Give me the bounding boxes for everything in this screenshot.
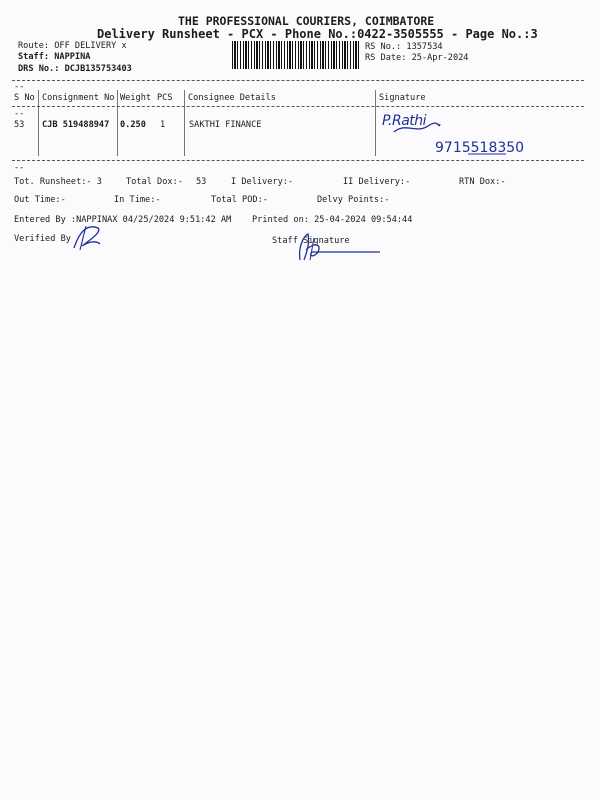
dash-mark: -- [14, 109, 25, 119]
rs-date: RS Date: 25-Apr-2024 [365, 53, 469, 63]
col-header-sno: S No [14, 93, 35, 103]
runsheet-barcode [232, 41, 360, 69]
col-header-consignment: Consignment No [42, 93, 115, 103]
col-header-signature: Signature [379, 93, 426, 103]
divider [12, 106, 584, 107]
col-header-consignee: Consignee Details [188, 93, 276, 103]
entered-by: Entered By :NAPPINAX 04/25/2024 9:51:42 AM [14, 215, 232, 225]
cell-sno: 53 [14, 120, 25, 130]
divider [12, 80, 584, 81]
col-header-weight: Weight [120, 93, 152, 103]
dash-mark: -- [14, 163, 25, 173]
cell-consignee: SAKTHI FINANCE [189, 120, 262, 130]
total-pod: Total POD:- [211, 195, 268, 205]
handwritten-signature: P.Rathi [382, 113, 427, 129]
handwritten-phone: 9715518350 [435, 140, 525, 156]
dash-mark: -- [14, 82, 25, 92]
divider [12, 160, 584, 161]
total-dox-label: Total Dox:- [126, 177, 183, 187]
column-divider [117, 90, 118, 156]
staff-label: Staff: NAPPINA [18, 52, 91, 62]
i-delivery: I Delivery:- [231, 177, 294, 187]
cell-weight: 0.250 [120, 120, 146, 130]
col-header-pcs: PCS [157, 93, 173, 103]
delvy-points: Delvy Points:- [317, 195, 390, 205]
staff-signature-label: Staff Signature [272, 236, 350, 246]
column-divider [38, 90, 39, 156]
cell-pcs: 1 [160, 120, 166, 130]
verified-by-signature [70, 222, 104, 252]
phone-underline [468, 151, 508, 157]
out-time: Out Time:- [14, 195, 66, 205]
verified-by-label: Verified By [14, 234, 71, 244]
route-label: Route: OFF DELIVERY x [18, 41, 127, 51]
total-dox-value: 53 [196, 177, 207, 187]
cell-consignment: CJB 519488947 [42, 120, 110, 130]
column-divider [375, 90, 376, 156]
staff-signature [292, 230, 384, 264]
runsheet-subtitle: Delivery Runsheet - PCX - Phone No.:0422-3505555 - Page No.:3 [97, 27, 538, 41]
tot-runsheet: Tot. Runsheet:- 3 [14, 177, 102, 187]
signature-flourish [392, 120, 442, 136]
in-time: In Time:- [114, 195, 161, 205]
ii-delivery: II Delivery:- [343, 177, 411, 187]
rs-number: RS No.: 1357534 [365, 42, 443, 52]
printed-on: Printed on: 25-04-2024 09:54:44 [252, 215, 413, 225]
column-divider [184, 90, 185, 156]
rtn-dox: RTN Dox:- [459, 177, 506, 187]
drs-number: DRS No.: DCJB135753403 [18, 64, 132, 74]
company-title: THE PROFESSIONAL COURIERS, COIMBATORE [178, 14, 435, 28]
